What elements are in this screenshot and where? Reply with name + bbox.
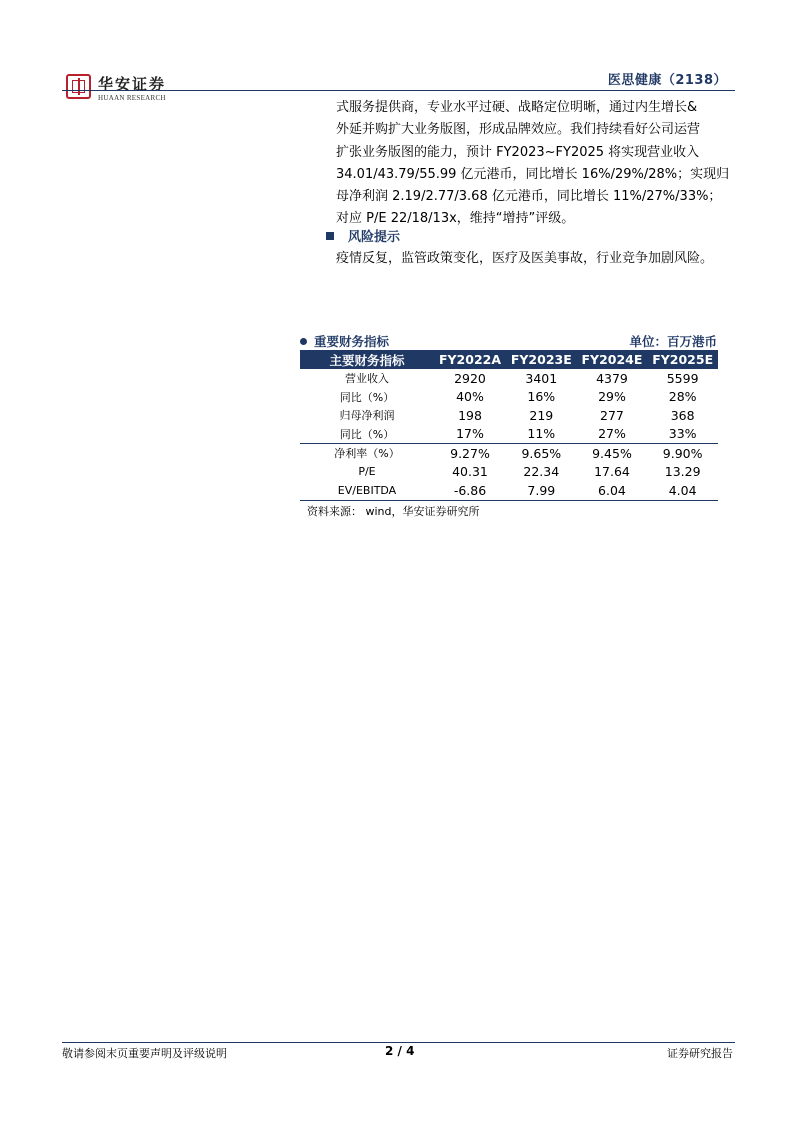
table-row	[300, 481, 718, 500]
footer-divider	[62, 1042, 735, 1043]
table-cell: 40.31	[452, 464, 488, 480]
row-label: 同比（%）	[339, 427, 395, 441]
table-row	[300, 369, 718, 388]
table-cell: 28%	[668, 389, 697, 405]
row-label: P/E	[358, 465, 376, 479]
table-row	[300, 444, 718, 463]
summary-line: 扩张业务版图的能力，预计 FY2023~FY2025 将实现营业收入	[336, 144, 700, 160]
summary-line: 对应 P/E 22/18/13x，维持“增持”评级。	[336, 211, 575, 227]
table-cell: 13.29	[664, 464, 701, 480]
risk-text: 疫情反复，监管政策变化，医疗及医美事故，行业竞争加剧风险。	[336, 251, 714, 266]
table-cell: 219	[529, 407, 554, 423]
table-cell: 4379	[596, 370, 628, 386]
row-label: 同比（%）	[339, 390, 395, 404]
bullet-dot-icon	[300, 338, 307, 345]
square-bullet-icon	[326, 232, 334, 240]
summary-line: 34.01/43.79/55.99 亿元港币，同比增长 16%/29%/28%；实现归	[336, 166, 730, 182]
brand-name: 华安证券	[98, 75, 167, 93]
summary-line: 式服务提供商，专业水平过硬、战略定位明晰，通过内生增长&	[336, 100, 698, 115]
investment-summary	[336, 97, 741, 231]
table-cell: 6.04	[577, 481, 648, 500]
table-row	[300, 463, 718, 482]
table-title-text: 重要财务指标	[314, 334, 390, 349]
table-cell: 2920	[454, 370, 486, 386]
column-header: FY2022A	[434, 350, 506, 369]
header-divider	[62, 90, 735, 91]
page-number: 2 / 4	[385, 1044, 415, 1058]
table-row	[300, 388, 718, 407]
column-header: FY2023E	[506, 350, 577, 369]
table-source: 资料来源： wind，华安证券研究所	[307, 505, 480, 518]
table-cell: 40%	[456, 389, 484, 405]
table-cell: 29%	[598, 389, 626, 405]
risk-heading	[326, 226, 400, 245]
table-cell: 9.45%	[577, 444, 648, 463]
risk-heading-text: 风险提示	[348, 230, 401, 245]
table-cell: 9.27%	[434, 444, 506, 463]
table-row	[300, 425, 718, 444]
financial-table	[300, 350, 718, 501]
table-cell: 11%	[527, 426, 556, 442]
table-cell: 277	[600, 407, 624, 423]
seal-icon	[66, 74, 91, 99]
table-cell: 9.65%	[506, 444, 577, 463]
table-cell: 3401	[525, 370, 558, 386]
table-row	[300, 406, 718, 425]
table-cell: 22.34	[523, 464, 560, 480]
footer-report-type: 证券研究报告	[667, 1047, 733, 1060]
row-label: 归母净利润	[339, 409, 395, 423]
table-cell: -6.86	[434, 481, 506, 500]
table-cell: 27%	[598, 426, 626, 442]
table-title	[300, 332, 389, 350]
table-cell: 9.90%	[647, 444, 718, 463]
table-cell: 198	[458, 407, 482, 423]
table-cell: 7.99	[506, 481, 577, 500]
row-label: EV/EBITDA	[300, 481, 434, 500]
column-header: FY2024E	[577, 350, 648, 369]
table-cell: 17.64	[594, 464, 630, 480]
table-cell: 368	[670, 407, 695, 423]
table-cell: 16%	[527, 389, 556, 405]
column-header: 主要财务指标	[300, 350, 434, 369]
row-label: 净利率（%）	[300, 444, 434, 463]
company-title: 医思健康（2138）	[607, 73, 727, 88]
table-unit: 单位：百万港币	[629, 334, 717, 349]
row-label: 营业收入	[345, 372, 389, 386]
table-cell: 33%	[668, 426, 697, 442]
table-cell: 17%	[456, 426, 484, 442]
brand-english-name: HUAAN RESEARCH	[98, 94, 166, 102]
table-header-row	[300, 350, 718, 369]
summary-line: 母净利润 2.19/2.77/3.68 亿元港币，同比增长 11%/27%/33%；	[336, 189, 722, 205]
footer-disclaimer: 敬请参阅末页重要声明及评级说明	[62, 1047, 227, 1060]
table-cell: 5599	[666, 370, 699, 386]
summary-line: 外延并购扩大业务版图，形成品牌效应。我们持续看好公司运营	[336, 122, 701, 138]
column-header: FY2025E	[647, 350, 718, 369]
table-cell: 4.04	[647, 481, 718, 500]
